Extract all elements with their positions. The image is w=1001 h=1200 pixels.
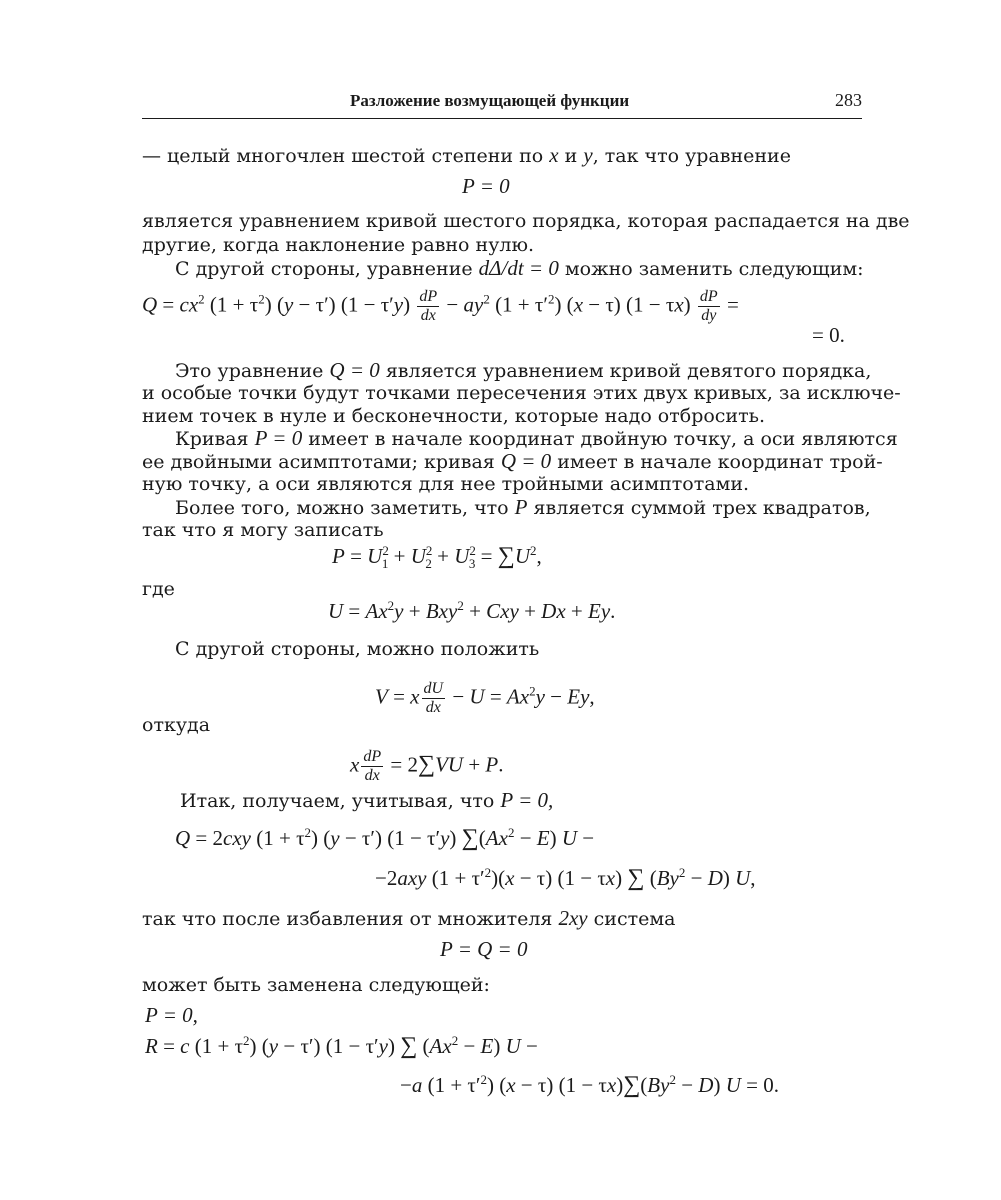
equation-p-zero-system: P = 0, <box>145 1003 198 1027</box>
paragraph-line: является уравнением кривой шестого порядка, которая распадается на две <box>142 210 910 232</box>
paragraph-line: так что после избавления от множителя 2xy система <box>142 906 676 930</box>
running-header-title: Разложение возмущающей функции <box>350 91 630 110</box>
word-where: где <box>142 578 175 600</box>
equation-p-zero: P = 0 <box>462 174 510 198</box>
equation-r-line2: −a $(1 + \tau'^2)$ (x − τ) $(1 - \tau x)\sum(By^2 - D)$ U = 0. <box>400 1072 779 1098</box>
equation-q-rhs: = 0. <box>812 323 845 347</box>
paragraph-line: может быть заменена следующей: <box>142 974 490 996</box>
paragraph-line: так что я могу записать <box>142 519 384 541</box>
paragraph-line: Кривая P = 0 имеет в начале координат двойную точку, а оси являются <box>175 426 898 450</box>
paragraph-line: Более того, можно заметить, что P является суммой трех квадратов, <box>175 495 871 519</box>
equation-sum-squares: $P = U^2_1 + U^2_2 + U^2_3 = \sum U^2$, <box>332 543 542 572</box>
equation-q-definition: $Q = cx^2$ $(1 + \tau^2)$ (y − τ′) (1 − τ′y) $\frac{dP}{dx}$ − $ay^2$ $(1 + \tau'^2)$ (x − τ) (1 − τx) $\frac{dP}{dy}$ = <box>142 288 739 324</box>
paragraph-line: С другой стороны, можно положить <box>175 638 540 660</box>
word-whence: откуда <box>142 714 211 736</box>
equation-x-dpdx: x $\frac{dP}{dx}$ = 2∑VU + P. <box>350 748 504 784</box>
equation-q-expanded-line1: Q = 2cxy $(1 + \tau^2)$ (y − τ′) (1 − τ′y) $\sum(Ax^2 - E) U$ − <box>175 825 595 851</box>
paragraph-line: другие, когда наклонение равно нулю. <box>142 234 535 256</box>
paragraph-continuation: — целый многочлен шестой степени по x и y, так что уравнение <box>142 143 791 167</box>
paragraph-line: Это уравнение Q = 0 является уравнением кривой девятого порядка, <box>175 358 872 382</box>
header-rule <box>142 118 862 119</box>
paragraph-line: ную точку, а оси являются для нее тройными асимптотами. <box>142 473 750 495</box>
paragraph-line: ее двойными асимптотами; кривая Q = 0 имеет в начале координат трой- <box>142 449 883 473</box>
equation-v: V = x $\frac{dU}{dx}$ − $U = Ax^2y - Ey$, <box>375 680 595 716</box>
paragraph-line: и особые точки будут точками пересечения этих двух кривых, за исключе- <box>142 382 901 404</box>
page-number: 283 <box>835 90 862 110</box>
equation-u: $U = Ax^2y + Bxy^2$ + Cxy + Dx + Ey. <box>328 598 616 623</box>
paragraph-line: Итак, получаем, учитывая, что P = 0, <box>180 788 554 812</box>
equation-p-eq-q: P = Q = 0 <box>440 937 528 961</box>
equation-q-expanded-line2: −2axy $(1 + \tau'^2)(x - \tau)$ (1 − τx) ∑ $(By^2 - D)$ U, <box>375 865 756 891</box>
paragraph-line: С другой стороны, уравнение dΔ/dt = 0 можно заменить следующим: <box>175 256 864 280</box>
paragraph-line: нием точек в нуле и бесконечности, которые надо отбросить. <box>142 405 765 427</box>
equation-r-line1: R = c $(1 + \tau^2)$ (y − τ′) (1 − τ′y) ∑ $(Ax^2 - E) U$ − <box>145 1033 538 1059</box>
